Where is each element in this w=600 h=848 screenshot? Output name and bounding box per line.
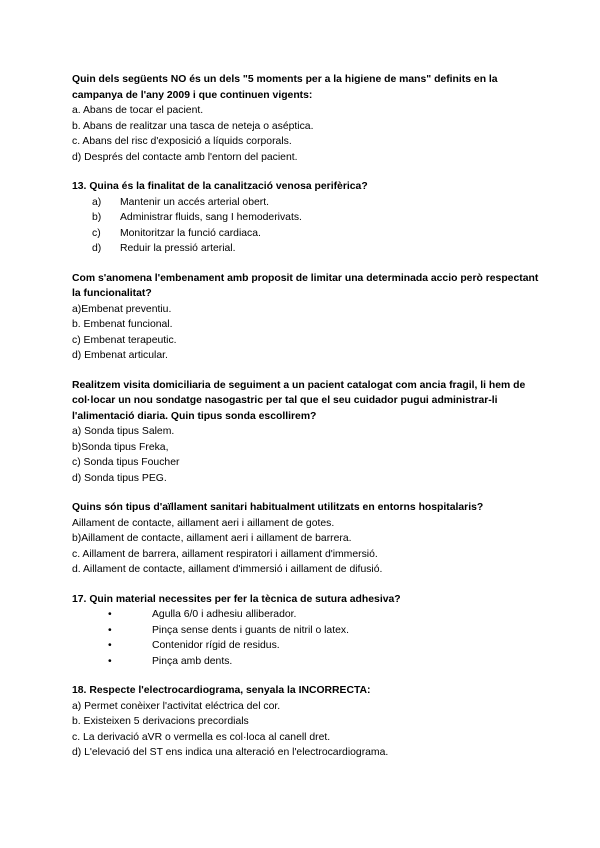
option-bullet-item [108,623,542,639]
option-marker: d) [92,243,102,254]
option-b: b)Sonda tipus Freka, [72,441,169,453]
option-list [72,607,542,669]
option-d: d) Sonda tipus PEG. [72,472,167,484]
option-c: c. Abans del risc d'exposició a líquids corporals. [72,136,292,147]
option-text: Pinça amb dents. [152,655,233,667]
question-nasogastric-tube [72,378,542,487]
option-marker: c) [92,227,101,239]
option-c [92,226,542,242]
question-title: Realitzem visita domiciliaria de seguiment a un pacient catalogat com ancia fragil, li hem de col·locar un nou sondatge nasogastric per tal que el seu cuidador pugui administrar-li l'alimentació diaria. Quin tipus sonda escollirem? [72,379,526,422]
document-page [72,72,542,775]
option-text: Contenidor rígid de residus. [152,640,280,651]
option-a: a) Permet conèixer l'activitat eléctrica del cor. [72,700,281,712]
option-c: c) Embenat terapeutic. [72,334,177,346]
option-marker: a) [92,196,102,208]
option-text: Agulla 6/0 i adhesiu alliberador. [152,609,297,620]
question-title: 13. Quina és la finalitat de la canalització venosa perifèrica? [72,181,368,192]
question-hand-hygiene [72,72,542,165]
option-b [92,210,542,226]
bullet-icon: • [108,609,112,620]
option-text: Administrar fluids, sang I hemoderivats. [120,212,302,223]
option-text: Mantenir un accés arterial obert. [120,196,270,208]
option-d: d) Embenat articular. [72,350,168,361]
option-d: d) L'elevació del ST ens indica una alteració en l'electrocardiograma. [72,747,389,758]
option-bullet-item [108,654,542,670]
option-b: b. Embenat funcional. [72,319,173,330]
question-bandage [72,271,542,364]
option-a: a)Embenat preventiu. [72,303,172,315]
bullet-icon: • [108,655,112,667]
option-a: Aillament de contacte, aillament aeri i aillament de gotes. [72,517,335,529]
question-title: Quin dels següents NO és un dels "5 moments per a la higiene de mans" definits en la campanya de l'any 2009 i que continuen vigents: [72,74,498,101]
option-b: b. Existeixen 5 derivacions precordials [72,716,249,727]
option-c: c. Aillament de barrera, aillament respiratori i aillament d'immersió. [72,548,378,560]
option-b: b)Aillament de contacte, aillament aeri i aillament de barrera. [72,533,352,544]
option-bullet-item [108,638,542,654]
question-title: 17. Quin material necessites per fer la tècnica de sutura adhesiva? [72,593,401,605]
option-marker: b) [92,212,102,223]
option-d [92,241,542,257]
option-d: d) Després del contacte amb l'entorn del pacient. [72,151,298,163]
question-13-venous-cannulation [72,179,542,257]
option-b: b. Abans de realitzar una tasca de neteja o aséptica. [72,120,314,132]
bullet-icon: • [108,640,112,651]
question-title: Quins són tipus d'aïllament sanitari habitualment utilitzats en entorns hospitalaris? [72,502,484,513]
question-isolation-types [72,500,542,578]
question-title: 18. Respecte l'electrocardiograma, senyala la INCORRECTA: [72,685,371,696]
option-text: Reduir la pressió arterial. [120,243,236,254]
option-a: a) Sonda tipus Salem. [72,426,175,437]
option-c: c. La derivació aVR o vermella es col·loca al canell dret. [72,731,331,743]
option-d: d. Aillament de contacte, aillament d'immersió i aillament de difusió. [72,564,383,575]
option-a [92,195,542,211]
option-c: c) Sonda tipus Foucher [72,457,180,468]
question-17-adhesive-suture [72,592,542,670]
option-bullet-item [108,607,542,623]
option-a: a. Abans de tocar el pacient. [72,105,204,116]
option-list [72,195,542,257]
option-text: Pinça sense dents i guants de nitril o latex. [152,624,349,636]
question-18-electrocardiogram [72,683,542,761]
option-text: Monitoritzar la funció cardiaca. [120,227,261,239]
question-title: Com s'anomena l'embenament amb proposit de limitar una determinada accio però respectant la funcionalitat? [72,272,539,299]
bullet-icon: • [108,624,112,636]
